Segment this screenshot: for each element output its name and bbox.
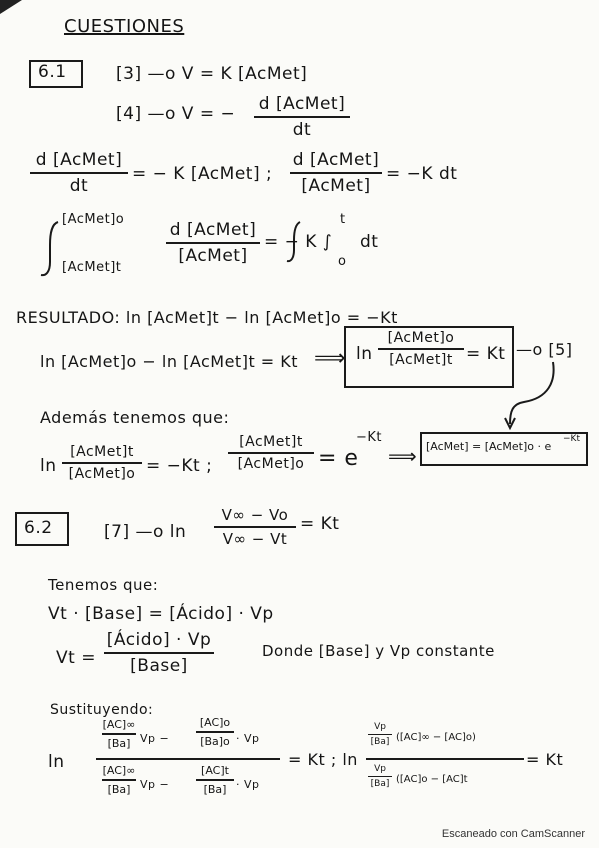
scanner-watermark: Escaneado con CamScanner	[441, 828, 585, 840]
fraction-denominator: [AcMet]	[178, 246, 248, 266]
fraction-bar	[228, 452, 314, 454]
fraction-numerator: [Ácido] · Vp	[106, 630, 212, 650]
fraction-denominator: V∞ − Vt	[222, 530, 288, 548]
fraction-numerator: [AC]o	[199, 716, 231, 729]
fraction-bar	[290, 172, 382, 174]
fraction-bar	[104, 652, 214, 654]
implies-arrow-2: ⟹	[388, 444, 418, 468]
fraction-bar	[196, 779, 234, 781]
page-title: CUESTIONES	[64, 16, 185, 37]
integral2-lower-limit: o	[338, 254, 347, 269]
frac-ac-inf-top	[102, 718, 136, 750]
fraction-numerator: [AcMet]o	[387, 330, 455, 346]
integral-rhs: = − K ∫	[264, 232, 333, 252]
frac-ac-inf-bottom	[102, 764, 136, 796]
sustituyendo-line: Sustituyendo:	[50, 702, 154, 718]
fraction-denominator: [AcMet]o	[237, 456, 305, 472]
frac-vp-ba-bottom	[368, 764, 392, 789]
big-mid: = Kt ; ln	[288, 750, 358, 769]
mass-balance-line: Vt · [Base] = [Ácido] · Vp	[48, 604, 274, 624]
fraction-numerator: Vp	[374, 764, 386, 774]
right-fraction-bar	[366, 758, 524, 760]
big-ln: ln	[48, 752, 65, 772]
integral-fraction	[166, 220, 260, 266]
fraction-numerator: d [AcMet]	[35, 150, 123, 170]
ratio-fraction-2	[228, 434, 314, 472]
fraction-bar	[62, 462, 142, 464]
frac-ac-t	[196, 764, 234, 796]
fraction-denominator: [AcMet]t	[389, 352, 453, 368]
donde-line: Donde [Base] y Vp constante	[262, 642, 495, 660]
fraction-numerator: [AcMet]t	[239, 434, 303, 450]
box-fraction	[378, 330, 464, 368]
fraction-bar	[214, 526, 296, 528]
vp-minus-3: Vp −	[140, 778, 170, 791]
frac-vp-ba-top	[368, 722, 392, 747]
fraction-bar	[102, 733, 136, 735]
fraction-denominator: [Base]	[130, 656, 188, 676]
fraction-denominator: [Ba]	[107, 737, 131, 750]
fraction-numerator: [AC]∞	[102, 718, 136, 731]
fraction-denominator: dt	[292, 120, 312, 140]
fraction-numerator: d [AcMet]	[292, 150, 380, 170]
big-end: = Kt	[526, 750, 564, 769]
fraction-numerator: [AcMet]t	[70, 444, 134, 460]
section-label: 6.1	[38, 62, 67, 82]
fraction-bar	[102, 779, 136, 781]
main-fraction-bar	[96, 758, 280, 760]
fraction-bar	[378, 348, 464, 350]
exp-eq: = e	[318, 446, 359, 471]
exponential-result: [AcMet] = [AcMet]o · e	[426, 440, 552, 453]
fraction-numerator: [AC]t	[201, 764, 229, 777]
fraction-bar	[368, 776, 392, 777]
fraction-numerator: V∞ − Vo	[221, 506, 289, 524]
rate-law-text: = − K [AcMet] ;	[132, 164, 273, 184]
fraction-denominator: [Ba]	[370, 737, 390, 747]
ratio-mid: = −Kt ;	[146, 456, 213, 476]
log-difference-line: ln [AcMet]o − ln [AcMet]t = Kt	[40, 352, 299, 371]
equation-7-fraction	[214, 506, 296, 548]
fraction-numerator: d [AcMet]	[258, 94, 346, 114]
separated-rhs: = −K dt	[386, 164, 458, 184]
fraction-denominator: [Ba]	[203, 783, 227, 796]
box-ln: ln	[356, 344, 373, 364]
rate-fraction	[30, 150, 128, 196]
resultado-line: RESULTADO: ln [AcMet]t − ln [AcMet]o = −Kt	[16, 308, 398, 327]
vp-4: · Vp	[236, 778, 260, 791]
equation-4-lhs: [4] —o V = −	[116, 104, 236, 124]
tenemos-line: Tenemos que:	[48, 576, 159, 594]
integral-dt: dt	[360, 232, 379, 252]
fraction-denominator: [AcMet]o	[68, 466, 136, 482]
vp-minus-1: Vp −	[140, 732, 170, 745]
top-diff: ([AC]∞ − [AC]o)	[396, 732, 476, 743]
equation-7-lhs: [7] —o ln	[104, 522, 187, 542]
equation-4-fraction	[254, 94, 350, 140]
box-rhs: = Kt	[466, 344, 506, 364]
vp-2: · Vp	[236, 732, 260, 745]
ln-label: ln	[40, 456, 57, 476]
fraction-denominator: [AcMet]	[301, 176, 371, 196]
ratio-fraction-1	[62, 444, 142, 482]
fraction-denominator: [Ba]	[370, 779, 390, 789]
bottom-diff: ([AC]o − [AC]t	[396, 774, 468, 785]
fraction-numerator: [AC]∞	[102, 764, 136, 777]
fraction-bar	[166, 242, 260, 244]
implies-arrow: ⟹	[314, 346, 347, 371]
fraction-bar	[254, 116, 350, 118]
integral2-upper-limit: t	[340, 212, 346, 227]
fraction-denominator: [Ba]	[107, 783, 131, 796]
separated-fraction	[290, 150, 382, 196]
fraction-numerator: Vp	[374, 722, 386, 732]
fraction-bar	[30, 172, 128, 174]
fraction-denominator: dt	[69, 176, 89, 196]
integral-upper-limit: [AcMet]o	[62, 212, 125, 227]
frac-ac-o	[196, 716, 234, 748]
section-label-2: 6.2	[24, 518, 53, 538]
fraction-bar	[368, 734, 392, 735]
vt-fraction	[104, 630, 214, 676]
integral-lower-limit: [AcMet]t	[62, 260, 122, 275]
reference-5: —o [5]	[516, 340, 573, 359]
fraction-bar	[196, 731, 234, 733]
vt-lhs: Vt =	[56, 648, 96, 668]
exponential-result-exp: −Kt	[563, 434, 580, 444]
exp-exponent: −Kt	[356, 430, 383, 445]
equation-3: [3] —o V = K [AcMet]	[116, 64, 308, 84]
ademas-line: Además tenemos que:	[40, 408, 230, 427]
equation-7-rhs: = Kt	[300, 514, 340, 534]
fraction-numerator: d [AcMet]	[169, 220, 257, 240]
fraction-denominator: [Ba]o	[200, 735, 230, 748]
